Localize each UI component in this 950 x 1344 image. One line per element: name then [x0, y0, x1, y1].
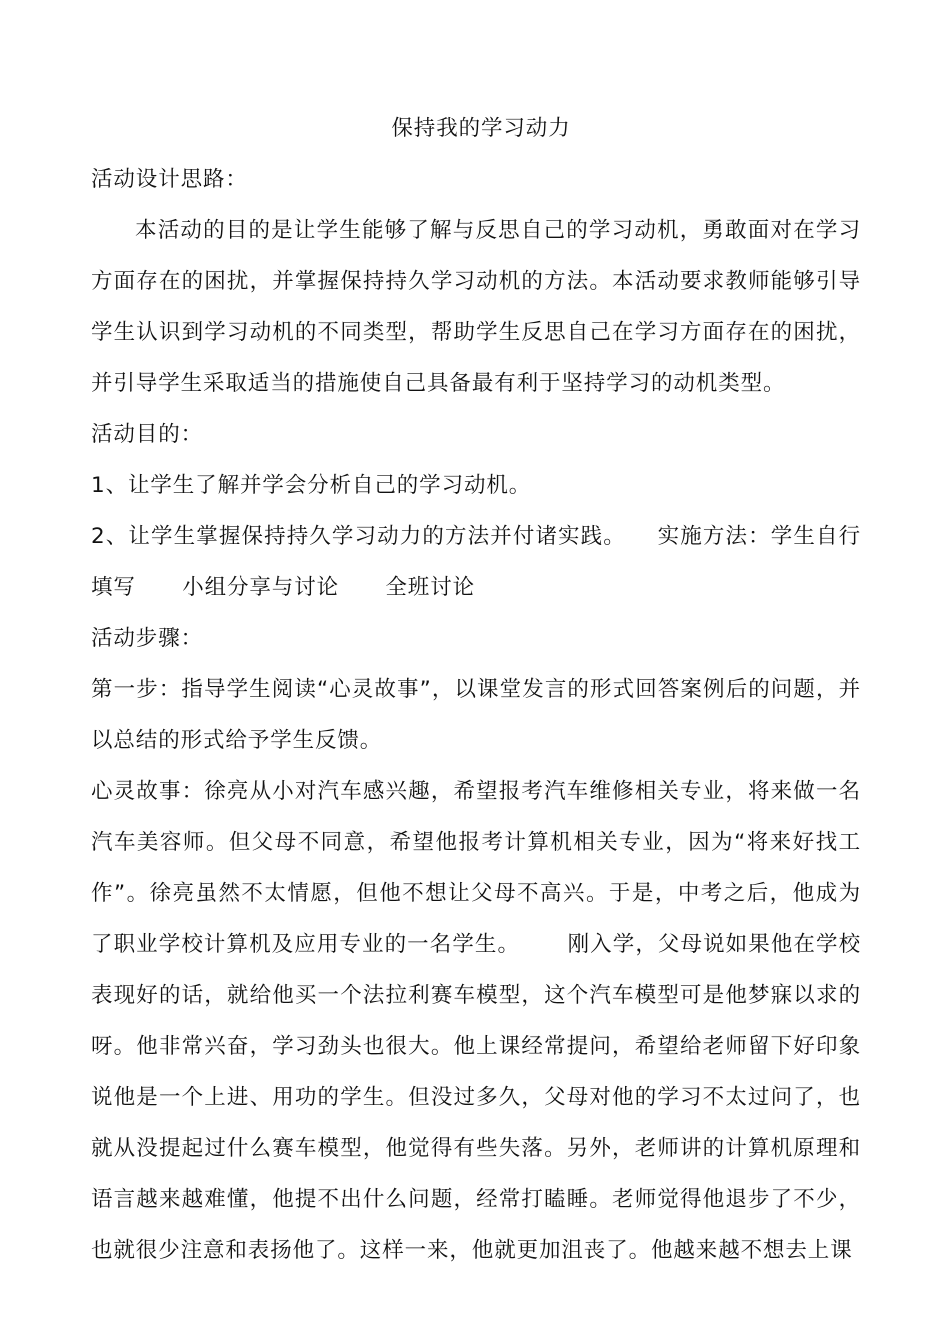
document-body	[91, 103, 861, 1276]
objectives-heading: 活动目的：	[91, 422, 204, 447]
story-paragraph: 心灵故事：徐亮从小对汽车感兴趣，希望报考汽车维修相关专业，将来做一名汽车美容师。但父母不同意，希望他报考计算机相关专业，因为“将来好找工作”。徐亮虽然不太情愿，但他不想让父母不高兴。于是，中考之后，他成为了职业学校计算机及应用专业的一名学生。 刚入学，父母说如果他在学校表现好的话，就给他买一个法拉利赛车模型，这个汽车模型可是他梦寐以求的呀。他非常兴奋，学习劲头也很大。他上课经常提问，希望给老师留下好印象说他是一个上进、用功的学生。但没过多久，父母对他的学习不太过问了，也就从没提起过什么赛车模型，他觉得有些失落。另外，老师讲的计算机原理和语言越来越难懂，他提不出什么问题，经常打瞌睡。老师觉得他退步了不少，也就很少注意和表扬他了。这样一来，他就更加沮丧了。他越来越不想去上课	[91, 779, 861, 1263]
objective-item-2: 2、让学生掌握保持持久学习动力的方法并付诸实践。 实施方法：学生自行填写 小组分享与讨论 全班讨论	[91, 524, 861, 600]
step-1-paragraph: 第一步：指导学生阅读“心灵故事”，以课堂发言的形式回答案例后的问题，并以总结的形式给予学生反馈。	[91, 677, 861, 753]
design-heading: 活动设计思路：	[91, 167, 248, 192]
design-paragraph: 本活动的目的是让学生能够了解与反思自己的学习动机，勇敢面对在学习方面存在的困扰，并掌握保持持久学习动机的方法。本活动要求教师能够引导学生认识到学习动机的不同类型，帮助学生反思自己在学习方面存在的困扰，并引导学生采取适当的措施使自己具备最有利于坚持学习的动机类型。	[91, 218, 861, 396]
steps-heading: 活动步骤：	[91, 626, 204, 651]
document-title: 保持我的学习动力	[391, 116, 571, 141]
objective-item-1: 1、让学生了解并学会分析自己的学习动机。	[91, 473, 532, 498]
